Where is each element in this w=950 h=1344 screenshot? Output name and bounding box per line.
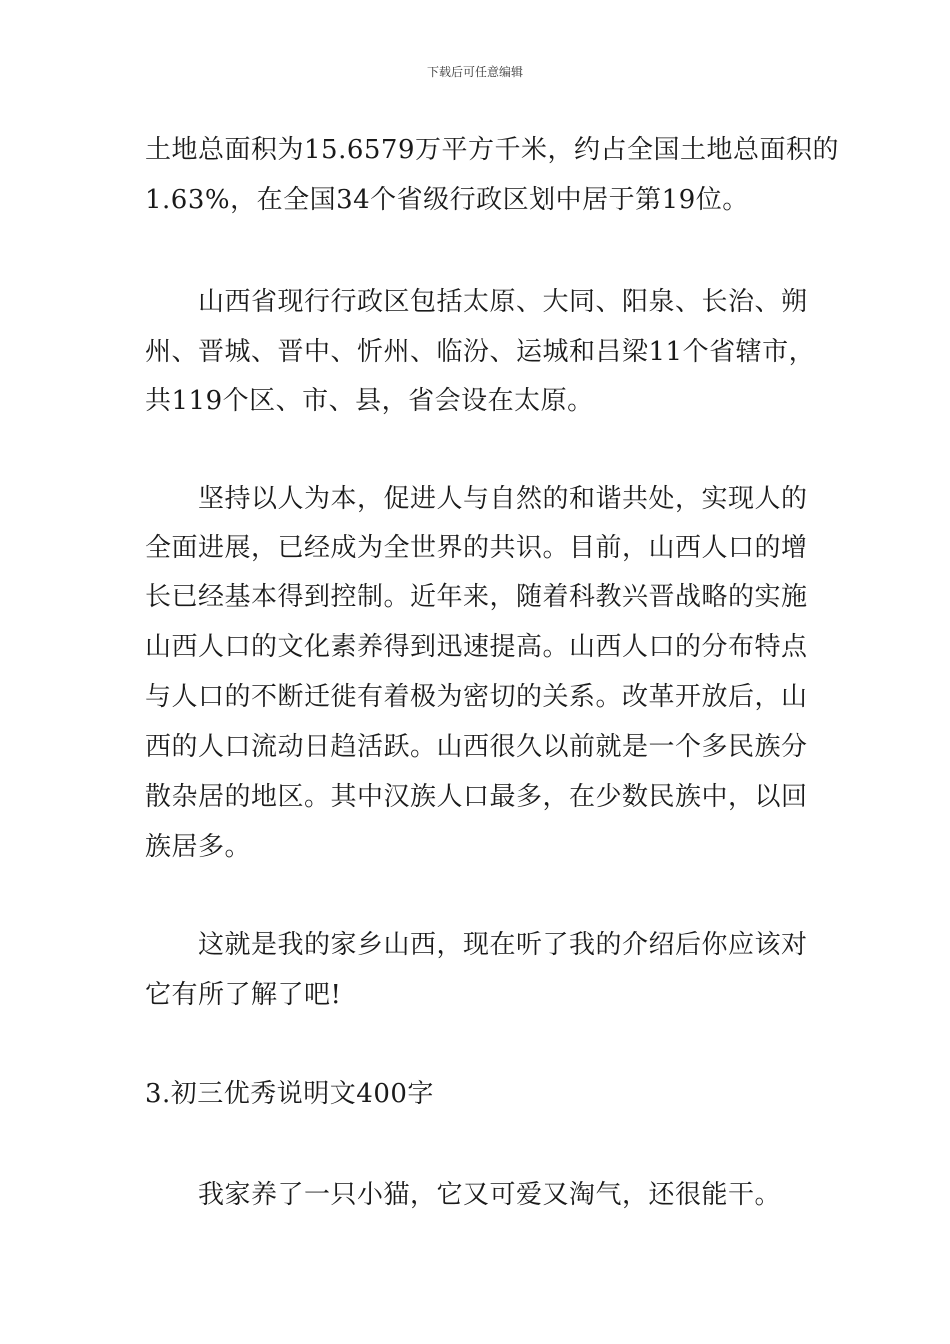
paragraph-first-line: 这就是我的家乡山西，现在听了我的介绍后你应该对 bbox=[198, 930, 808, 960]
text-line: 西的人口流动日趋活跃。山西很久以前就是一个多民族分 bbox=[145, 732, 808, 762]
text-line: 州、晋城、晋中、忻州、临汾、运城和吕梁11个省辖市， bbox=[145, 337, 816, 367]
text-line: 长已经基本得到控制。近年来，随着科教兴晋战略的实施 bbox=[145, 582, 808, 612]
text-line: 族居多。 bbox=[145, 832, 252, 862]
text-line: 全面进展，已经成为全世界的共识。目前，山西人口的增 bbox=[145, 533, 808, 563]
text-line: 共119个区、市、县，省会设在太原。 bbox=[145, 386, 594, 416]
paragraph-first-line: 坚持以人为本，促进人与自然的和谐共处，实现人的 bbox=[198, 484, 808, 514]
section-heading: 3.初三优秀说明文400字 bbox=[145, 1079, 434, 1109]
paragraph-first-line: 我家养了一只小猫，它又可爱又淘气，还很能干。 bbox=[198, 1180, 782, 1210]
text-line: 山西人口的文化素养得到迅速提高。山西人口的分布特点 bbox=[145, 632, 808, 662]
paragraph-first-line: 山西省现行行政区包括太原、大同、阳泉、长治、朔 bbox=[198, 287, 808, 317]
text-line: 土地总面积为15.6579万平方千米，约占全国土地总面积的 bbox=[145, 135, 840, 165]
text-line: 它有所了解了吧! bbox=[145, 980, 342, 1010]
text-line: 1.63%，在全国34个省级行政区划中居于第19位。 bbox=[145, 185, 749, 215]
text-line: 与人口的不断迁徙有着极为密切的关系。改革开放后，山 bbox=[145, 682, 808, 712]
page-header-note: 下载后可任意编辑 bbox=[426, 65, 523, 79]
text-line: 散杂居的地区。其中汉族人口最多，在少数民族中，以回 bbox=[145, 782, 808, 812]
